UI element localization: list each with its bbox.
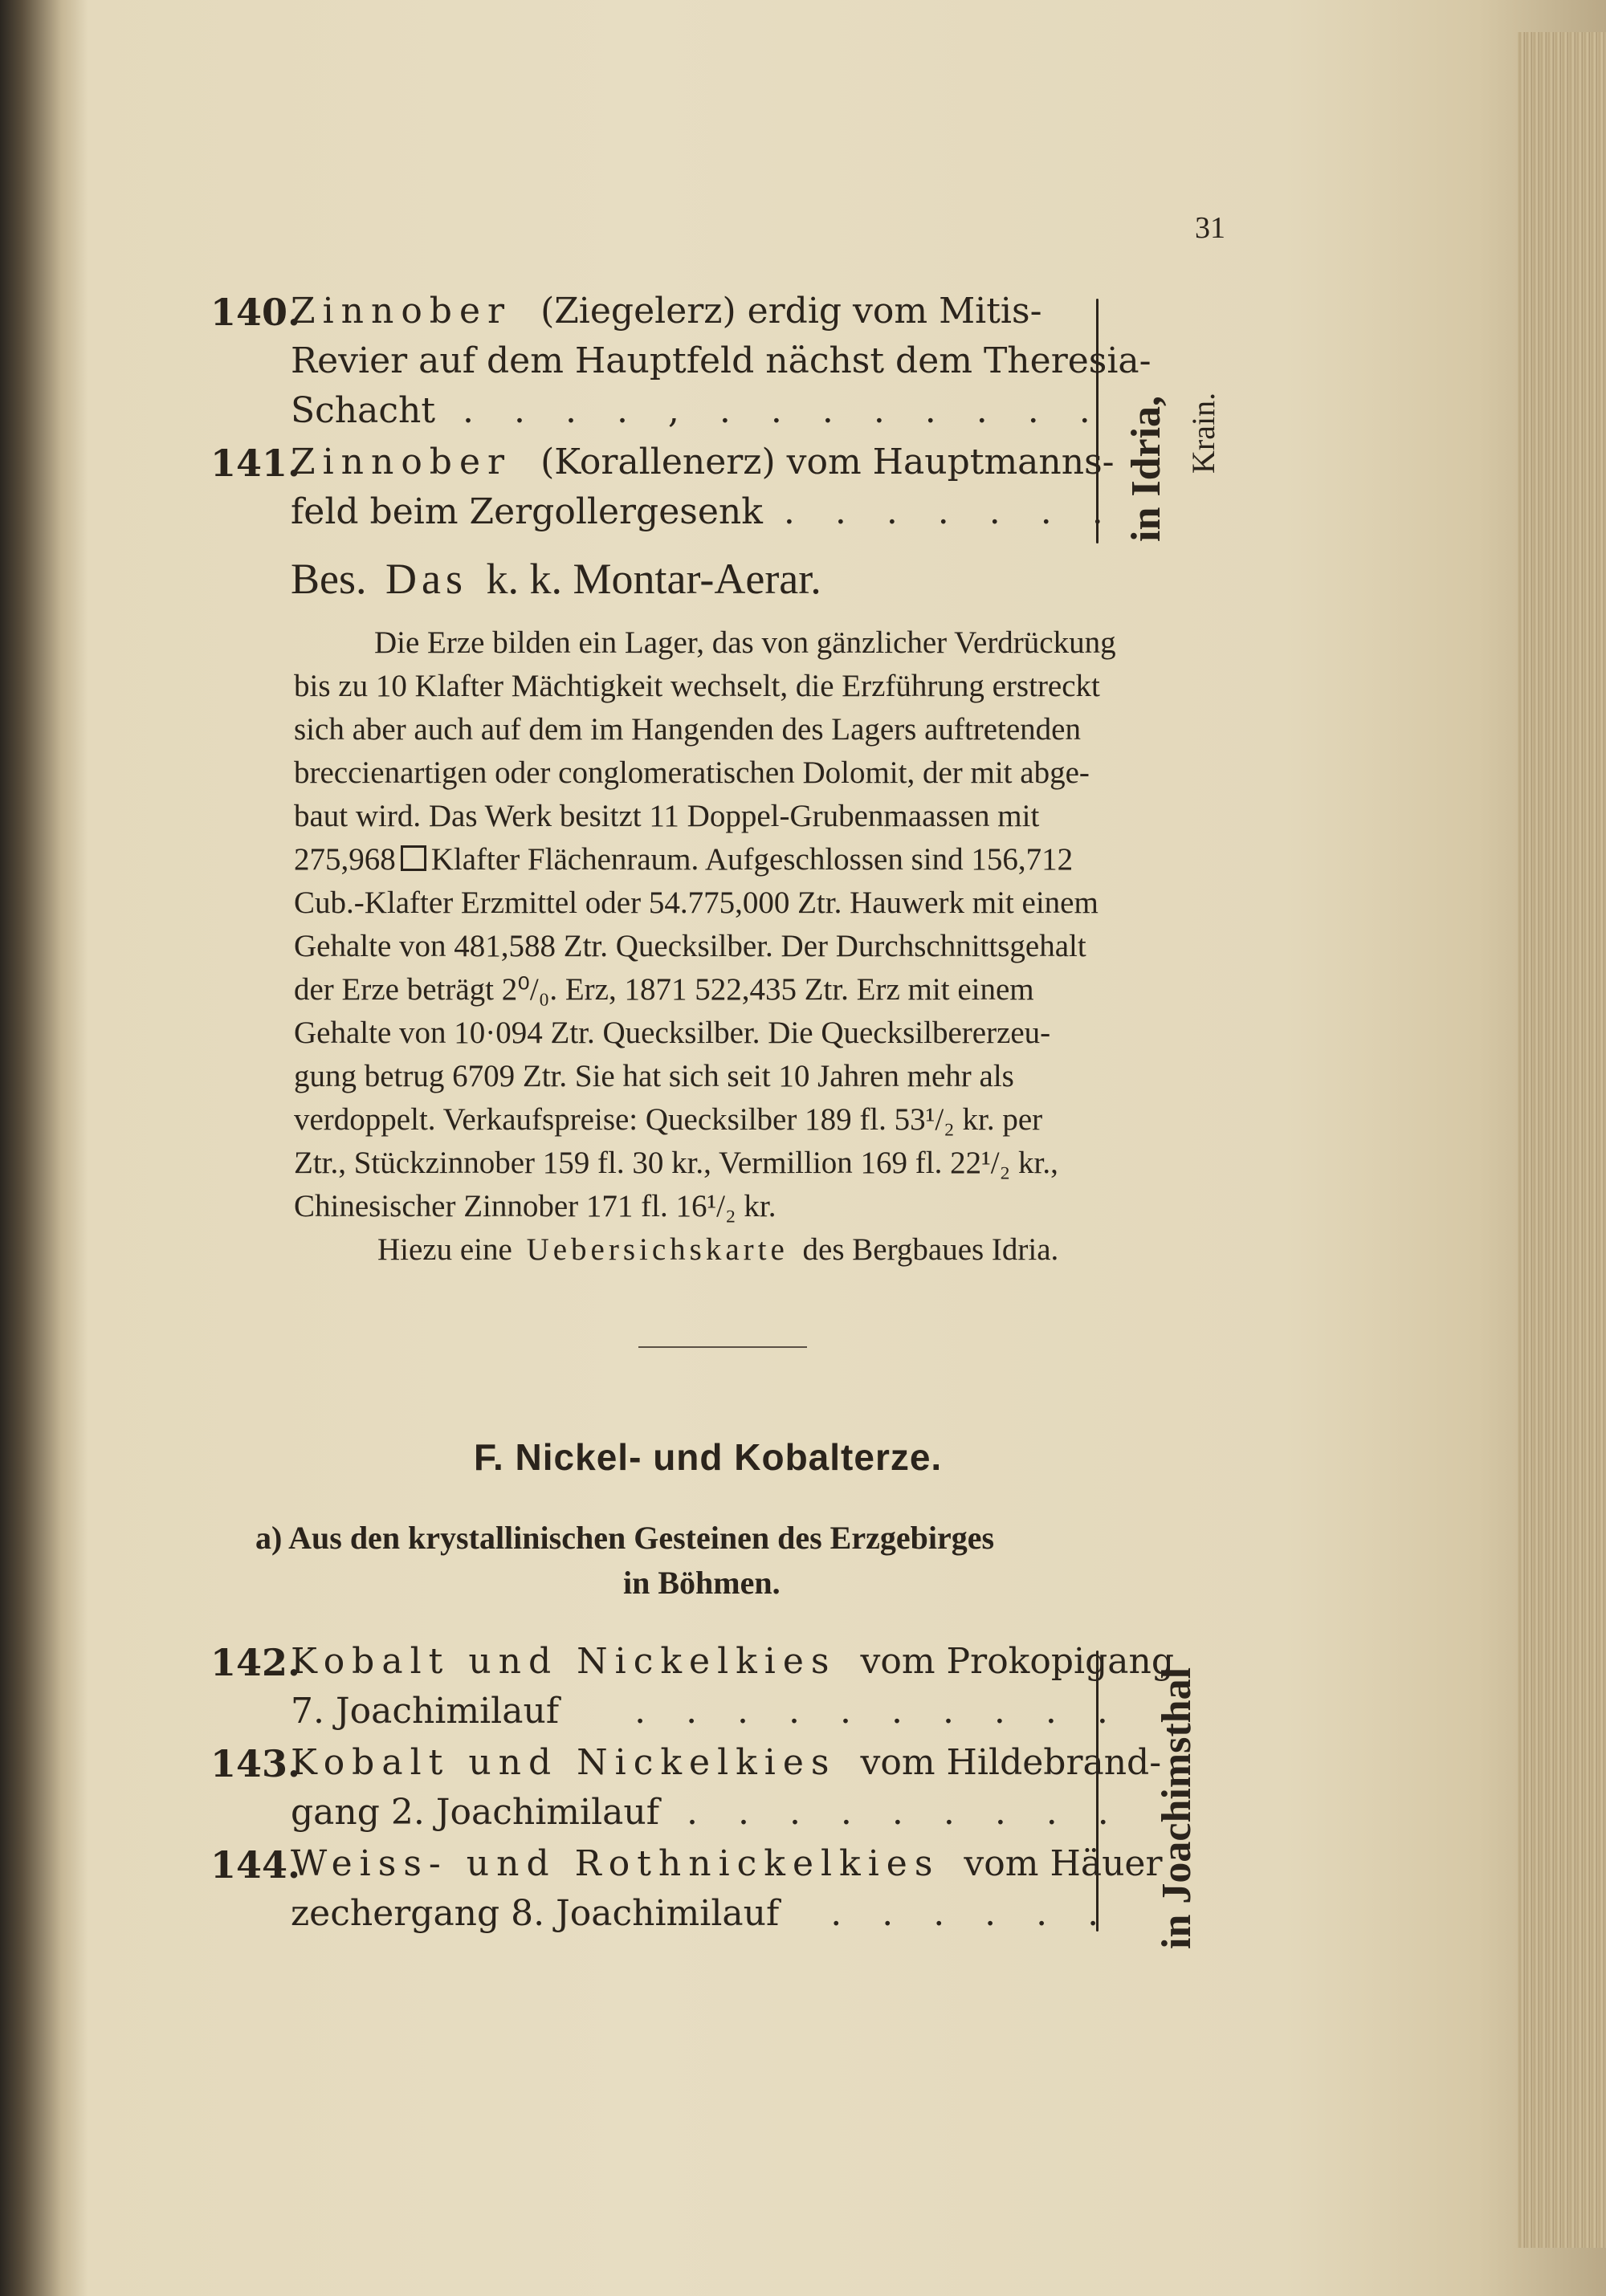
paragraph-text: Klafter Flächenraum. Aufgeschlossen sind 156,712 xyxy=(430,842,1074,877)
entry-line xyxy=(291,1691,1123,1732)
entry-text: Schacht xyxy=(291,390,436,431)
paragraph-line: bis zu 10 Klafter Mächtigkeit wechselt, die Erzführung erstreckt xyxy=(294,669,1100,703)
leader-dots: . . . . . . . xyxy=(783,491,1118,532)
paragraph-line: Die Erze bilden ein Lager, das von gänzlicher Verdrückung xyxy=(374,625,1116,660)
map-note-title: Uebersichskarte xyxy=(526,1232,789,1267)
brace xyxy=(1096,1651,1099,1932)
entry-number: 143. xyxy=(210,1742,301,1785)
entry-line xyxy=(291,442,1115,482)
paragraph-line: der Erze beträgt 2⁰/₀. Erz, 1871 522,435 Ztr. Erz mit einem xyxy=(294,972,1034,1007)
square-symbol xyxy=(401,845,426,871)
location-region: Krain. xyxy=(1185,392,1221,474)
paragraph-line: Gehalte von 481,588 Ztr. Quecksilber. Der Durchschnittsgehalt xyxy=(294,929,1086,963)
map-note-text: Hiezu eine xyxy=(377,1232,512,1267)
section-title: F. Nickel- und Kobalterze. xyxy=(474,1436,943,1478)
mineral-name: Zinnober xyxy=(291,442,512,482)
entry-line xyxy=(291,1893,1113,1934)
entry-text: (Ziegelerz) erdig vom Mitis- xyxy=(540,291,1042,332)
map-note xyxy=(377,1231,1058,1268)
paragraph-line: Gehalte von 10·094 Ztr. Quecksilber. Die Quecksilbererzeu- xyxy=(294,1016,1051,1050)
paragraph-line: Cub.-Klafter Erzmittel oder 54.775,000 Ztr. Hauwerk mit einem xyxy=(294,885,1099,920)
binding-gutter xyxy=(0,0,88,2296)
entry-text: feld beim Zergollergesenk xyxy=(291,491,763,532)
owner-prefix: Bes. xyxy=(291,555,367,603)
map-note-text: des Bergbaues Idria. xyxy=(802,1232,1059,1267)
paragraph-line: baut wird. Das Werk besitzt 11 Doppel-Grubenmaassen mit xyxy=(294,799,1040,833)
entry-line xyxy=(291,1843,1163,1884)
owner-spaced: Das xyxy=(385,555,467,603)
owner-name: k. k. Montar-Aerar. xyxy=(486,555,821,603)
area-value: 275,968 xyxy=(294,842,396,877)
mineral-name: Kobalt und Nickelkies xyxy=(291,1641,837,1682)
entry-text: 7. Joachimilauf xyxy=(291,1691,560,1732)
subsection-title-line2: in Böhmen. xyxy=(623,1565,781,1601)
entry-line: Revier auf dem Hauptfeld nächst dem Theresia- xyxy=(291,340,1152,381)
page-edges xyxy=(1518,32,1606,2248)
paragraph-line xyxy=(294,841,1073,877)
brace xyxy=(1096,299,1099,543)
entry-line xyxy=(291,1792,1123,1833)
paragraph-line: Ztr., Stückzinnober 159 fl. 30 kr., Vermillion 169 fl. 22¹/₂ kr., xyxy=(294,1146,1058,1180)
entry-number: 141. xyxy=(210,442,301,485)
location-label xyxy=(1123,396,1170,542)
mineral-name: Kobalt und Nickelkies xyxy=(291,1742,837,1783)
entry-text: vom Häuer xyxy=(964,1843,1163,1884)
entry-text: gang 2. Joachimilauf xyxy=(291,1792,659,1833)
location-text: in Idria, xyxy=(1123,395,1169,542)
paragraph-line: verdoppelt. Verkaufspreise: Quecksilber 189 fl. 53¹/₂ kr. per xyxy=(294,1102,1043,1137)
subsection-title: a) Aus den krystallinischen Gesteinen des Erzgebirges xyxy=(255,1520,995,1556)
section-divider xyxy=(638,1346,807,1348)
leader-dots: . . . . . . xyxy=(830,1893,1114,1934)
paragraph-line: sich aber auch auf dem im Hangenden des Lagers auftretenden xyxy=(294,712,1081,747)
entry-line xyxy=(291,390,1105,431)
entry-number: 140. xyxy=(210,291,301,334)
owner-line xyxy=(291,554,821,604)
location-label: in Joachimsthal xyxy=(1154,1667,1200,1949)
mineral-name: Zinnober xyxy=(291,291,512,332)
leader-dots: . . . . . . . . . xyxy=(687,1792,1123,1833)
entry-text: zechergang 8. Joachimilauf xyxy=(291,1893,780,1934)
entry-number: 142. xyxy=(210,1641,301,1684)
page-number: 31 xyxy=(1195,211,1225,245)
paragraph-line: gung betrug 6709 Ztr. Sie hat sich seit 10 Jahren mehr als xyxy=(294,1059,1014,1093)
entry-line xyxy=(291,1742,1161,1783)
entry-text: vom Prokopigang xyxy=(860,1641,1174,1682)
paragraph-line: Chinesischer Zinnober 171 fl. 16¹/₂ kr. xyxy=(294,1189,777,1223)
leader-dots: . . . . , . . . . . . . . xyxy=(463,390,1105,431)
entry-text: vom Hildebrand- xyxy=(860,1742,1162,1783)
entry-line xyxy=(291,291,1041,332)
entry-text: (Korallenerz) vom Hauptmanns- xyxy=(540,442,1115,482)
mineral-name: Weiss- und Rothnickelkies xyxy=(291,1843,940,1884)
entry-number: 144. xyxy=(210,1843,301,1887)
entry-line xyxy=(291,1641,1174,1682)
leader-dots: . . . . . . . . . . xyxy=(634,1691,1123,1732)
paragraph-line: breccienartigen oder conglomeratischen Dolomit, der mit abge- xyxy=(294,755,1090,790)
entry-line xyxy=(291,491,1118,532)
